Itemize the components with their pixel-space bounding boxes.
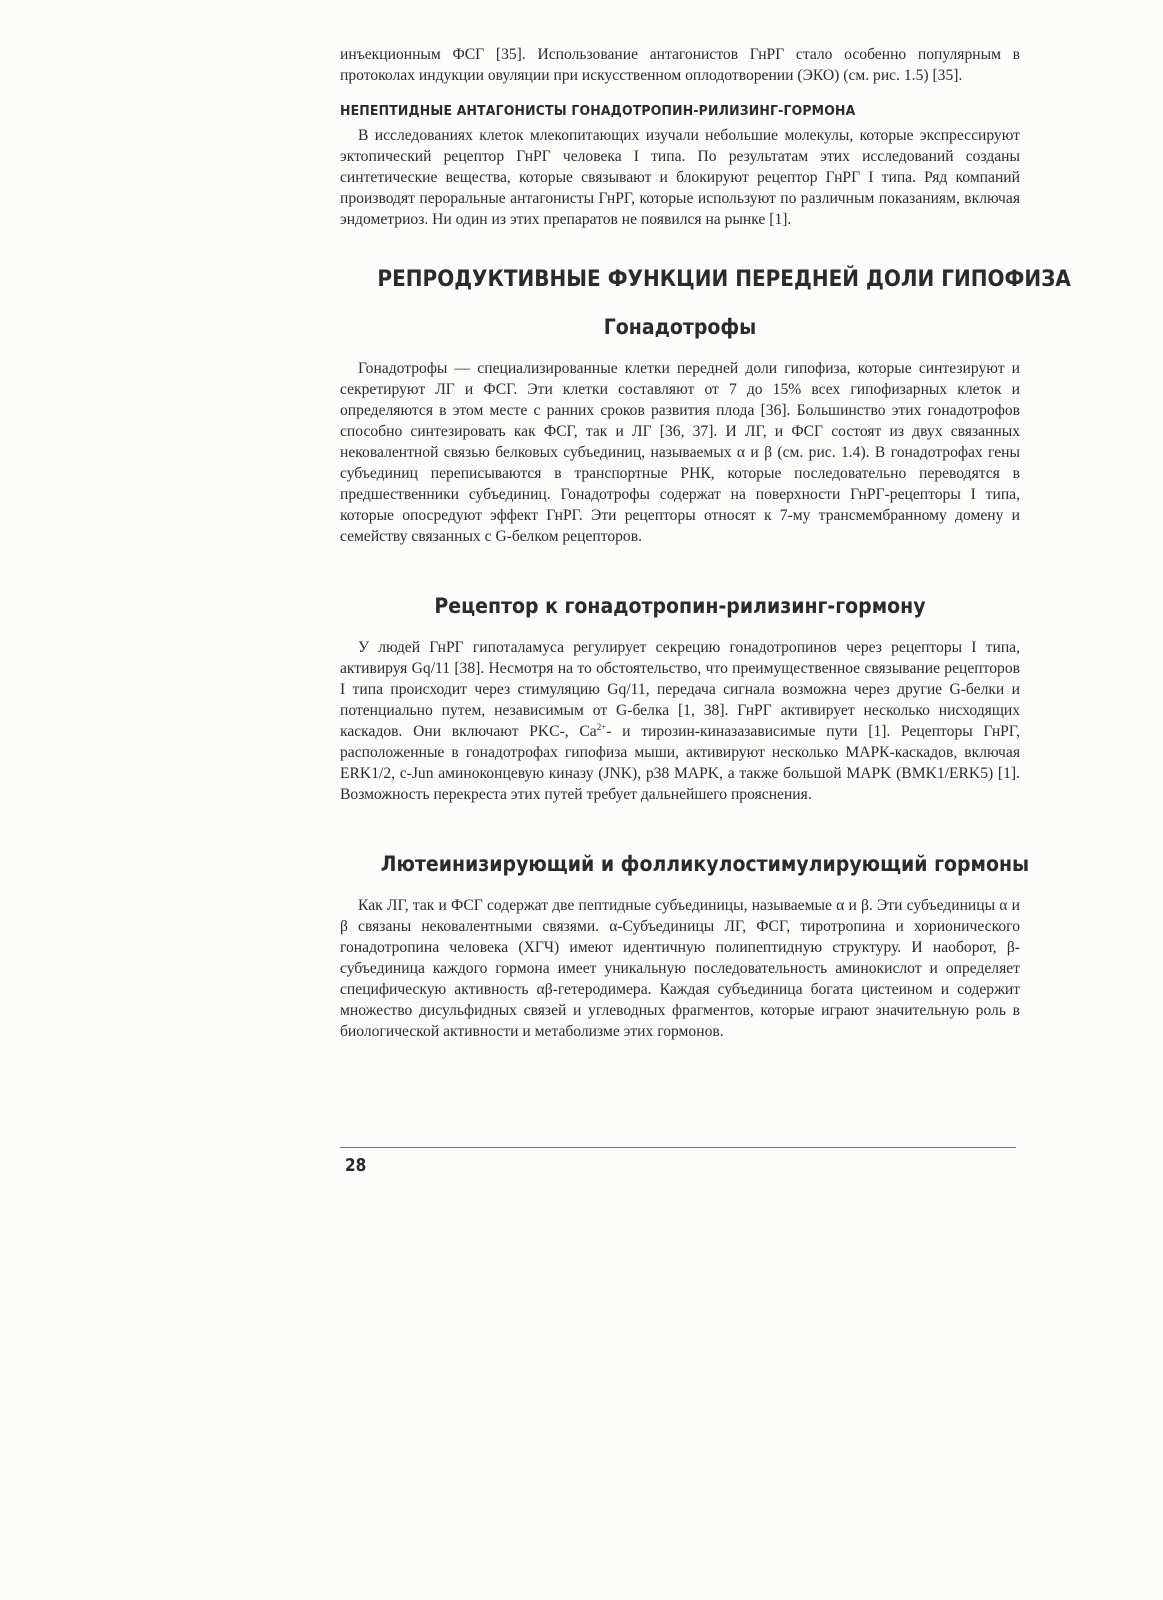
footer-rule [340,1147,1016,1148]
subheading: НЕПЕПТИДНЫЕ АНТАГОНИСТЫ ГОНАДОТРОПИН-РИЛИЗИНГ-ГОРМОНА [340,104,856,119]
section-paragraph-gnrh-receptor [340,637,1020,805]
section-title-lh-fsh: Лютеинизирующий и фолликулостимулирующий гормоны [380,852,1030,877]
subheading-paragraph: В исследованиях клеток млекопитающих изучали небольшие молекулы, которые экспрессируют эктопический рецептор ГнРГ человека I типа. По результатам этих исследований созданы синтетические вещества, которые связывают и блокируют рецептор ГнРГ I типа. Ряд компаний производят пероральные антагонисты ГнРГ, которые используют по различным показаниям, включая эндометриоз. Ни один из этих препаратов не появился на рынке [1]. [340,127,1020,228]
chapter-title: РЕПРОДУКТИВНЫЕ ФУНКЦИИ ПЕРЕДНЕЙ ДОЛИ ГИПОФИЗА [377,266,1071,292]
section-paragraph-gonadotrophs: Гонадотрофы — специализированные клетки передней доли гипофиза, которые синтезируют и секретируют ЛГ и ФСГ. Эти клетки составляют от 7 до 15% всех гипофизарных клеток и определяются в этом месте с ранних сроков развития плода [36]. Большинство этих гонадотрофов способно синтезировать как ФСГ, так и ЛГ [36, 37]. И ЛГ, и ФСГ состоят из двух связанных нековалентной связью белковых субъединиц, называемых α и β (см. рис. 1.4). В гонадотрофах гены субъединиц переписываются в транспортные РНК, которые последовательно переводятся в предшественники субъединиц. Гонадотрофы содержат на поверхности ГнРГ-рецепторы I типа, которые опосредуют эффект ГнРГ. Эти рецепторы относят к 7-му трансмембранному домену и семейству связанных с G-белком рецепторов. [340,360,1020,545]
section-title-gnrh-receptor: Рецептор к гонадотропин-рилизинг-гормону [434,594,926,619]
paragraph-text-part-2: - и тирозин-киназазависимые пути [1]. Рецепторы ГнРГ, расположенные в гонадотрофах гипофиза мыши, активируют несколько МАРК-каскадов, включая ERK1/2, c-Jun аминоконцевую киназу (JNK), p38 MAPK, а также большой MAPK (BMK1/ERK5) [1]. Возможность перекреста этих путей требует дальнейшего прояснения. [340,723,1020,803]
paragraph-text-part-1: У людей ГнРГ гипоталамуса регулирует секрецию гонадотропинов через рецепторы I типа, активируя Gq/11 [38]. Несмотря на то обстоятельство, что преимущественное связывание рецепторов I типа происходит через стимуляцию Gq/11, передача сигнала возможна через другие G-белки и потенциально путем, независимым от G-белка [1, 38]. ГнРГ активирует несколько нисходящих каскадов. Они включают PKC-, Ca [340,639,1020,740]
section-paragraph-lh-fsh: Как ЛГ, так и ФСГ содержат две пептидные субъединицы, называемые α и β. Эти субъединицы α и β связаны нековалентными связями. α-Субъединицы ЛГ, ФСГ, тиротропина и хорионического гонадотропина человека (ХГЧ) имеют идентичную полипептидную структуру. И наоборот, β-субъединица каждого гормона имеет уникальную последовательность аминокислот и определяет специфическую активность αβ-гетеродимера. Каждая субъединица богата цистеином и содержит множество дисульфидных связей и углеводных фрагментов, которые играют значительную роль в биологической активности и метаболизме этих гормонов. [340,897,1020,1040]
intro-paragraph: инъекционным ФСГ [35]. Использование антагонистов ГнРГ стало особенно популярным в протоколах индукции овуляции при искусственном оплодотворении (ЭКО) (см. рис. 1.5) [35]. [340,46,1020,84]
page-number: 28 [345,1155,367,1176]
section-title-gonadotrophs: Гонадотрофы [603,315,757,340]
superscript-charge: 2+ [596,721,607,732]
text-column [340,44,1071,1042]
